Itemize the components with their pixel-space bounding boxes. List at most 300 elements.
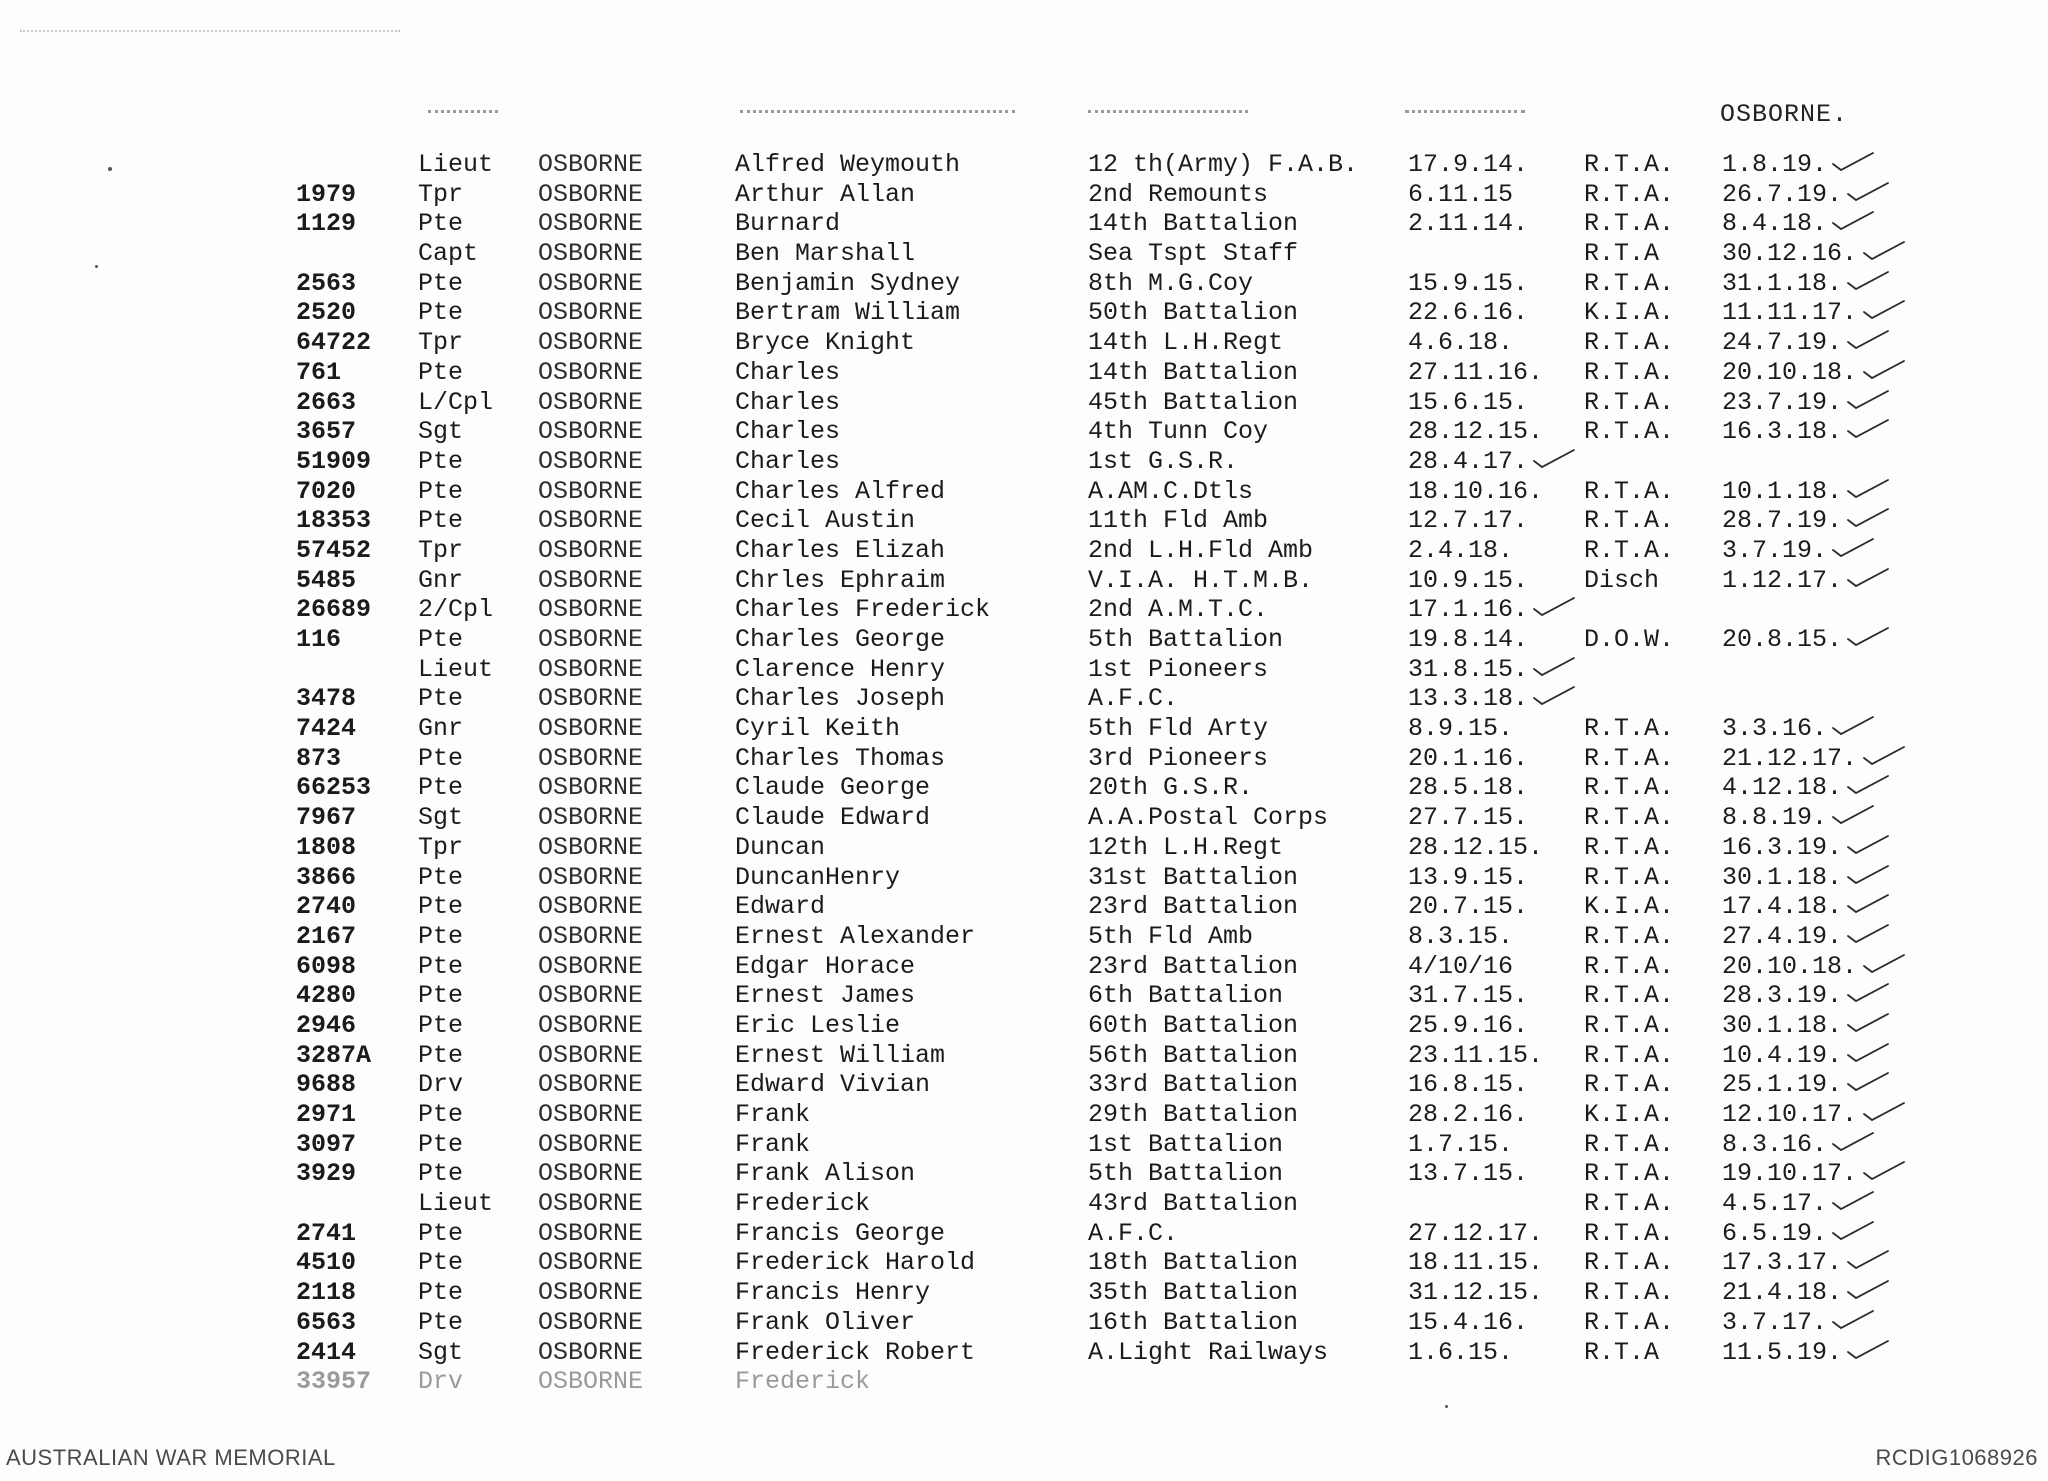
cell-return-date: 30.12.16. [1722,239,1858,269]
cell-fate: R.T.A. [1584,179,1675,209]
cell-unit: 33rd Battalion [1088,1070,1299,1100]
cell-fate: R.T.A. [1584,150,1675,179]
table-row [0,298,2048,328]
table-row [0,388,2048,418]
ghost-rule-1 [428,110,498,116]
cell-given-names: Edgar Horace [735,951,916,981]
cell-given-names: Ernest Alexander [735,921,976,951]
table-row [0,150,2048,180]
cell-enlistment-date: 28.12.15. [1408,417,1544,447]
cell-given-names: Francis Henry [735,1278,931,1308]
cell-enlistment-date: 13.7.15. [1408,1159,1529,1189]
cell-return-date: 20.8.15. [1722,625,1843,654]
cell-given-names: Eric Leslie [735,1010,901,1040]
cell-unit: V.I.A. H.T.M.B. [1088,565,1314,595]
cell-return-date: 28.3.19. [1722,981,1843,1011]
cell-rank: Pte [418,625,464,654]
cell-rank: Pte [418,951,464,981]
cell-fate: D.O.W. [1584,625,1675,654]
cell-surname: OSBORNE [538,921,644,951]
faint-top-rule [20,30,400,34]
cell-given-names: Charles [735,387,841,417]
cell-enlistment-date: 13.9.15. [1408,862,1529,892]
cell-rank: Sgt [418,417,464,447]
cell-unit: A.A.Postal Corps [1088,803,1329,833]
table-row [0,803,2048,833]
cell-surname: OSBORNE [538,1248,644,1278]
header-surname: OSBORNE. [1720,100,1849,129]
cell-fate: R.T.A. [1584,1010,1675,1040]
check-mark-icon [1846,417,1890,439]
cell-return-date: 31.1.18. [1722,268,1843,298]
cell-return-date: 30.1.18. [1722,1010,1843,1040]
cell-enlistment-date: 20.7.15. [1408,892,1529,922]
cell-unit: 45th Battalion [1088,387,1299,417]
cell-surname: OSBORNE [538,1100,644,1129]
cell-fate: R.T.A [1584,239,1660,269]
cell-enlistment-date: 4.6.18. [1408,328,1514,358]
table-row [0,892,2048,922]
footer-institution: AUSTRALIAN WAR MEMORIAL [6,1445,336,1470]
paper-speck [95,265,98,268]
cell-surname: OSBORNE [538,1129,644,1159]
cell-rank: L/Cpl [418,387,494,417]
cell-rank: Sgt [418,1337,464,1367]
cell-unit: 4th Tunn Coy [1088,417,1269,447]
cell-rank: Sgt [418,803,464,833]
cell-enlistment-date: 27.12.17. [1408,1218,1544,1248]
cell-enlistment-date: 13.3.18. [1408,684,1529,714]
cell-surname: OSBORNE [538,654,644,684]
cell-fate: R.T.A. [1584,773,1675,803]
cell-service-number: 18353 [296,506,372,536]
cell-surname: OSBORNE [538,1367,644,1397]
cell-unit: 23rd Battalion [1088,892,1299,922]
cell-service-number: 3097 [296,1129,357,1159]
cell-unit: 5th Fld Amb [1088,921,1254,951]
check-mark-icon [1862,358,1906,380]
cell-given-names: Charles Joseph [735,684,946,714]
cell-rank: Pte [418,446,464,476]
cell-given-names: Bertram William [735,298,961,328]
table-row [0,863,2048,893]
table-row [0,1011,2048,1041]
cell-unit: 11th Fld Amb [1088,506,1269,536]
check-mark-icon [1846,981,1890,1003]
table-row [0,833,2048,863]
ghost-rule-2 [740,110,1015,116]
cell-fate: R.T.A. [1584,1248,1675,1278]
cell-fate: K.I.A. [1584,892,1675,922]
cell-return-date: 4.12.18. [1722,773,1843,803]
cell-return-date: 25.1.19. [1722,1070,1843,1100]
cell-return-date: 12.10.17. [1722,1100,1858,1129]
check-mark-icon [1846,892,1890,914]
cell-surname: OSBORNE [538,714,644,744]
cell-return-date: 19.10.17. [1722,1159,1858,1189]
cell-surname: OSBORNE [538,268,644,298]
table-row [0,1308,2048,1338]
check-mark-icon [1831,209,1875,231]
cell-enlistment-date: 25.9.16. [1408,1010,1529,1040]
table-row [0,1100,2048,1130]
cell-rank: Tpr [418,328,464,358]
cell-fate: R.T.A. [1584,1070,1675,1100]
cell-rank: Pte [418,298,464,328]
check-mark-icon [1831,1189,1875,1211]
table-row [0,922,2048,952]
cell-surname: OSBORNE [538,832,644,862]
cell-fate: R.T.A. [1584,981,1675,1011]
check-mark-icon [1846,833,1890,855]
cell-service-number: 2663 [296,387,357,417]
cell-surname: OSBORNE [538,803,644,833]
cell-rank: Pte [418,506,464,536]
check-mark-icon [1846,566,1890,588]
cell-enlistment-date: 15.6.15. [1408,387,1529,417]
cell-given-names: Francis George [735,1218,946,1248]
cell-enlistment-date: 28.2.16. [1408,1100,1529,1129]
cell-given-names: Charles Alfred [735,476,946,506]
cell-fate: R.T.A. [1584,209,1675,239]
cell-given-names: Frederick Harold [735,1248,976,1278]
cell-surname: OSBORNE [538,1070,644,1100]
check-mark-icon [1831,150,1875,172]
cell-given-names: Ben Marshall [735,239,916,269]
cell-surname: OSBORNE [538,239,644,269]
cell-unit: 14th L.H.Regt [1088,328,1284,358]
check-mark-icon [1831,536,1875,558]
cell-rank: Drv [418,1367,464,1397]
cell-enlistment-date: 31.8.15. [1408,654,1529,684]
cell-return-date: 10.1.18. [1722,476,1843,506]
check-mark-icon [1862,744,1906,766]
cell-service-number: 3478 [296,684,357,714]
table-row [0,1367,2048,1397]
cell-surname: OSBORNE [538,1159,644,1189]
check-mark-icon [1532,655,1576,677]
table-row [0,952,2048,982]
cell-surname: OSBORNE [538,684,644,714]
cell-fate: R.T.A. [1584,268,1675,298]
cell-fate: R.T.A. [1584,714,1675,744]
cell-return-date: 10.4.19. [1722,1040,1843,1070]
check-mark-icon [1846,1041,1890,1063]
cell-rank: Lieut [418,654,494,684]
footer-record-id: RCDIG1068926 [1875,1445,2038,1470]
cell-given-names: Charles Elizah [735,535,946,565]
cell-service-number: 2946 [296,1010,357,1040]
cell-service-number: 2741 [296,1218,357,1248]
check-mark-icon [1846,477,1890,499]
check-mark-icon [1831,714,1875,736]
cell-service-number: 26689 [296,595,372,625]
check-mark-icon [1862,952,1906,974]
cell-return-date: 17.3.17. [1722,1248,1843,1278]
cell-service-number: 1808 [296,832,357,862]
cell-unit: 1st Pioneers [1088,654,1269,684]
cell-enlistment-date: 18.11.15. [1408,1248,1544,1278]
cell-return-date: 24.7.19. [1722,328,1843,358]
table-row [0,209,2048,239]
cell-surname: OSBORNE [538,773,644,803]
cell-enlistment-date: 18.10.16. [1408,476,1544,506]
table-row [0,1041,2048,1071]
cell-surname: OSBORNE [538,1218,644,1248]
table-row [0,239,2048,269]
ghost-rule-4 [1405,110,1525,116]
cell-enlistment-date: 23.11.15. [1408,1040,1544,1070]
cell-return-date: 20.10.18. [1722,951,1858,981]
cell-rank: Pte [418,684,464,714]
cell-return-date: 3.7.17. [1722,1307,1828,1337]
cell-enlistment-date: 2.11.14. [1408,209,1529,239]
table-row [0,1189,2048,1219]
cell-rank: Pte [418,1159,464,1189]
cell-unit: Sea Tspt Staff [1088,239,1299,269]
cell-rank: Pte [418,1307,464,1337]
cell-unit: A.F.C. [1088,684,1179,714]
cell-unit: 1st G.S.R. [1088,446,1239,476]
cell-rank: Pte [418,773,464,803]
cell-enlistment-date: 6.11.15 [1408,179,1514,209]
check-mark-icon [1846,1338,1890,1360]
cell-service-number: 9688 [296,1070,357,1100]
cell-surname: OSBORNE [538,446,644,476]
cell-fate: R.T.A. [1584,417,1675,447]
cell-given-names: Edward [735,892,826,922]
table-row [0,714,2048,744]
paper-speck [108,167,112,171]
cell-service-number: 2563 [296,268,357,298]
cell-surname: OSBORNE [538,535,644,565]
cell-unit: 50th Battalion [1088,298,1299,328]
check-mark-icon [1846,1278,1890,1300]
cell-return-date: 3.7.19. [1722,535,1828,565]
table-row [0,328,2048,358]
cell-return-date: 1.8.19. [1722,150,1828,179]
cell-enlistment-date: 28.5.18. [1408,773,1529,803]
check-mark-icon [1831,1219,1875,1241]
cell-given-names: Edward Vivian [735,1070,931,1100]
cell-given-names: Ernest William [735,1040,946,1070]
table-row [0,773,2048,803]
check-mark-icon [1846,180,1890,202]
cell-rank: Capt [418,239,479,269]
cell-enlistment-date: 17.9.14. [1408,150,1529,179]
cell-surname: OSBORNE [538,387,644,417]
cell-given-names: Claude George [735,773,931,803]
table-row [0,1070,2048,1100]
cell-unit: 12 th(Army) F.A.B. [1088,150,1359,179]
cell-fate: R.T.A. [1584,476,1675,506]
table-row [0,1278,2048,1308]
cell-fate: R.T.A. [1584,328,1675,358]
cell-surname: OSBORNE [538,209,644,239]
ghost-rule-3 [1088,110,1248,116]
cell-return-date: 11.5.19. [1722,1337,1843,1367]
table-row [0,1219,2048,1249]
cell-given-names: Bryce Knight [735,328,916,358]
cell-unit: 2nd L.H.Fld Amb [1088,535,1314,565]
cell-unit: 20th G.S.R. [1088,773,1254,803]
cell-rank: Pte [418,743,464,773]
cell-service-number: 2118 [296,1278,357,1308]
check-mark-icon [1846,388,1890,410]
cell-service-number: 3929 [296,1159,357,1189]
cell-surname: OSBORNE [538,476,644,506]
cell-rank: Drv [418,1070,464,1100]
header-ghost-rules [0,100,1700,130]
cell-surname: OSBORNE [538,1307,644,1337]
cell-given-names: Claude Edward [735,803,931,833]
table-row [0,269,2048,299]
cell-rank: Pte [418,892,464,922]
table-row [0,744,2048,774]
cell-unit: 2nd A.M.T.C. [1088,595,1269,625]
cell-rank: Pte [418,1040,464,1070]
cell-enlistment-date: 27.11.16. [1408,357,1544,387]
check-mark-icon [1862,239,1906,261]
cell-service-number: 4510 [296,1248,357,1278]
table-row [0,595,2048,625]
cell-unit: 6th Battalion [1088,981,1284,1011]
cell-given-names: Charles [735,446,841,476]
cell-enlistment-date: 28.12.15. [1408,832,1544,862]
cell-surname: OSBORNE [538,951,644,981]
cell-service-number: 51909 [296,446,372,476]
cell-rank: Pte [418,981,464,1011]
check-mark-icon [1862,1159,1906,1181]
cell-rank: Pte [418,1248,464,1278]
cell-fate: R.T.A. [1584,535,1675,565]
cell-unit: A.F.C. [1088,1218,1179,1248]
cell-surname: OSBORNE [538,892,644,922]
check-mark-icon [1862,1100,1906,1122]
cell-rank: Pte [418,1010,464,1040]
cell-unit: 3rd Pioneers [1088,743,1269,773]
check-mark-icon [1532,684,1576,706]
cell-unit: A.Light Railways [1088,1337,1329,1367]
cell-given-names: Burnard [735,209,841,239]
cell-given-names: Chrles Ephraim [735,565,946,595]
cell-unit: 5th Battalion [1088,625,1284,654]
check-mark-icon [1846,863,1890,885]
cell-enlistment-date: 8.3.15. [1408,921,1514,951]
cell-fate: R.T.A. [1584,1189,1675,1219]
cell-surname: OSBORNE [538,357,644,387]
cell-enlistment-date: 8.9.15. [1408,714,1514,744]
table-row [0,1159,2048,1189]
cell-fate: R.T.A. [1584,1218,1675,1248]
cell-surname: OSBORNE [538,981,644,1011]
cell-service-number: 6098 [296,951,357,981]
cell-surname: OSBORNE [538,1040,644,1070]
cell-given-names: Charles [735,357,841,387]
cell-service-number: 64722 [296,328,372,358]
cell-service-number: 116 [296,625,342,654]
table-row [0,506,2048,536]
cell-service-number: 66253 [296,773,372,803]
cell-enlistment-date: 19.8.14. [1408,625,1529,654]
cell-unit: 56th Battalion [1088,1040,1299,1070]
cell-unit: 5th Battalion [1088,1159,1284,1189]
cell-enlistment-date: 15.9.15. [1408,268,1529,298]
cell-service-number: 7424 [296,714,357,744]
table-row [0,447,2048,477]
cell-return-date: 16.3.19. [1722,832,1843,862]
paper-speck [1445,1405,1448,1408]
check-mark-icon [1862,298,1906,320]
cell-fate: R.T.A. [1584,803,1675,833]
cell-service-number: 4280 [296,981,357,1011]
cell-rank: Pte [418,1218,464,1248]
cell-return-date: 30.1.18. [1722,862,1843,892]
cell-return-date: 16.3.18. [1722,417,1843,447]
cell-return-date: 8.3.16. [1722,1129,1828,1159]
cell-service-number: 2971 [296,1100,357,1129]
cell-given-names: Ernest James [735,981,916,1011]
check-mark-icon [1831,1308,1875,1330]
cell-surname: OSBORNE [538,150,644,179]
cell-unit: 5th Fld Arty [1088,714,1269,744]
cell-service-number: 761 [296,357,342,387]
cell-given-names: Frederick [735,1367,871,1397]
cell-rank: Pte [418,921,464,951]
table-row [0,536,2048,566]
cell-given-names: Benjamin Sydney [735,268,961,298]
cell-surname: OSBORNE [538,565,644,595]
cell-unit: 31st Battalion [1088,862,1299,892]
cell-unit: 1st Battalion [1088,1129,1284,1159]
cell-given-names: Clarence Henry [735,654,946,684]
cell-given-names: Cyril Keith [735,714,901,744]
cell-rank: Gnr [418,565,464,595]
cell-surname: OSBORNE [538,1189,644,1219]
cell-given-names: Frank Alison [735,1159,916,1189]
cell-service-number: 3866 [296,862,357,892]
cell-given-names: DuncanHenry [735,862,901,892]
cell-return-date: 17.4.18. [1722,892,1843,922]
cell-rank: Lieut [418,1189,494,1219]
check-mark-icon [1831,803,1875,825]
table-row [0,1338,2048,1368]
cell-enlistment-date: 28.4.17. [1408,446,1529,476]
cell-enlistment-date: 16.8.15. [1408,1070,1529,1100]
cell-return-date: 11.11.17. [1722,298,1858,328]
cell-service-number: 1129 [296,209,357,239]
cell-rank: Pte [418,862,464,892]
cell-surname: OSBORNE [538,595,644,625]
cell-rank: Tpr [418,535,464,565]
cell-rank: Pte [418,1278,464,1308]
cell-enlistment-date: 1.7.15. [1408,1129,1514,1159]
cell-return-date: 23.7.19. [1722,387,1843,417]
cell-rank: Tpr [418,179,464,209]
check-mark-icon [1846,1011,1890,1033]
table-row [0,655,2048,685]
cell-fate: R.T.A. [1584,1129,1675,1159]
cell-unit: 14th Battalion [1088,209,1299,239]
cell-fate: R.T.A. [1584,1159,1675,1189]
cell-given-names: Frank Oliver [735,1307,916,1337]
cell-unit: A.AM.C.Dtls [1088,476,1254,506]
cell-fate: R.T.A. [1584,951,1675,981]
check-mark-icon [1846,1248,1890,1270]
cell-rank: Pte [418,1100,464,1129]
cell-unit: 43rd Battalion [1088,1189,1299,1219]
cell-surname: OSBORNE [538,862,644,892]
